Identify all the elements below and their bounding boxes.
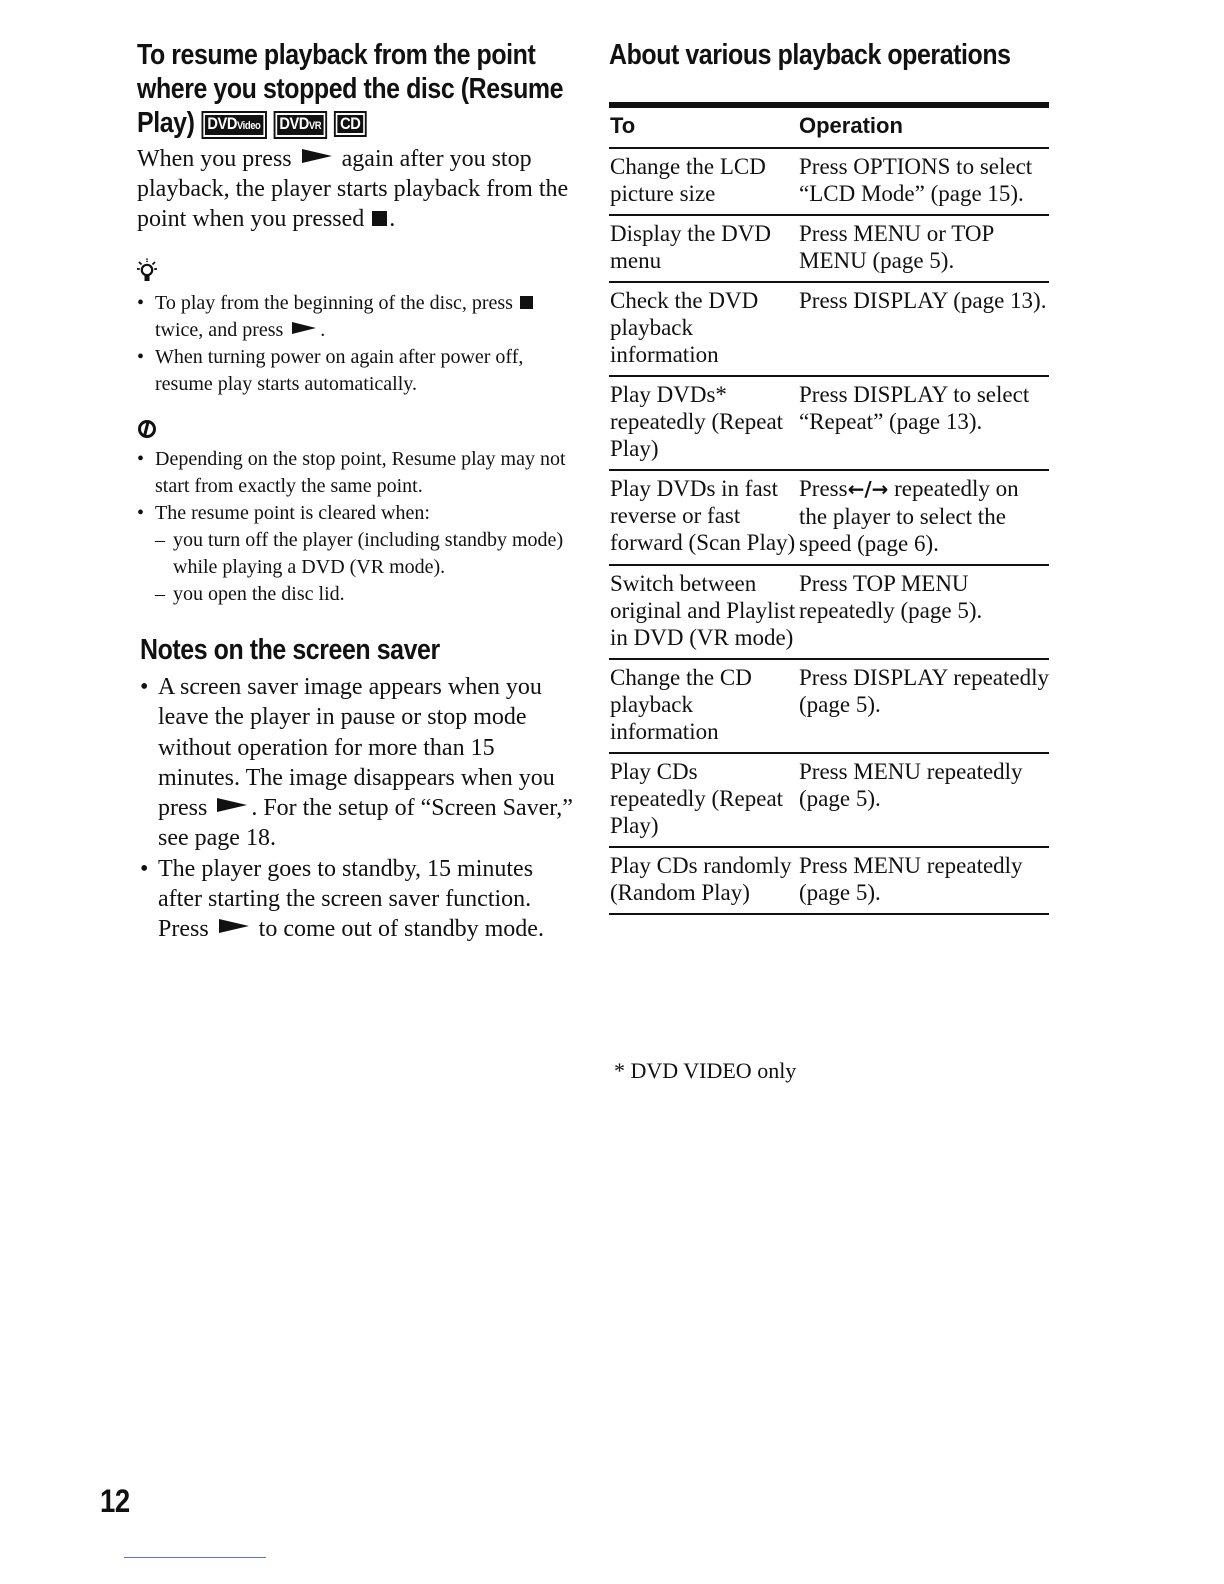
right-column bbox=[609, 38, 1049, 905]
row-to: Play CDs repeatedly (Repeat Play) bbox=[609, 753, 798, 847]
page-number: 12 bbox=[100, 1483, 130, 1519]
left-column bbox=[137, 38, 577, 945]
left-right-arrow-icon: ←/→ bbox=[847, 477, 889, 501]
screen-saver-list bbox=[140, 672, 577, 945]
hint-item bbox=[137, 290, 577, 344]
caution-item: • Depending on the stop point, Resume play may not start from exactly the same point. bbox=[137, 446, 577, 500]
dvd-video-badge-main: DVD bbox=[207, 114, 237, 133]
header-to: To bbox=[609, 105, 798, 148]
row-to: Display the DVD menu bbox=[609, 215, 798, 282]
row-operation: Press MENU repeatedly (page 5). bbox=[798, 847, 1049, 914]
caution-sublist bbox=[155, 527, 577, 608]
play-icon bbox=[302, 149, 332, 163]
table-row bbox=[609, 148, 1049, 215]
resume-play-heading bbox=[137, 38, 567, 140]
row-operation: Press MENU or TOP MENU (page 5). bbox=[798, 215, 1049, 282]
stop-icon bbox=[372, 211, 387, 226]
row-to: Play CDs randomly (Random Play) bbox=[609, 847, 798, 914]
screen-saver-item1-part2: . For the setup of “Screen Saver,” see page 18. bbox=[158, 795, 573, 852]
play-icon bbox=[219, 919, 249, 933]
row-operation: Press TOP MENU repeatedly (page 5). bbox=[798, 565, 1049, 659]
screen-saver-item2-part2: to come out of standby mode. bbox=[258, 916, 544, 943]
row-operation: Press DISPLAY to select “Repeat” (page 13). bbox=[798, 376, 1049, 470]
table-row bbox=[609, 753, 1049, 847]
row-to: Switch between original and Playlist in DVD (VR mode) bbox=[609, 565, 798, 659]
play-icon bbox=[217, 798, 247, 812]
hint-item: • When turning power on again after power off, resume play starts automatically. bbox=[137, 344, 577, 398]
table-row bbox=[609, 282, 1049, 376]
hint-item1-part3: . bbox=[320, 319, 326, 341]
caution-subitem: – you open the disc lid. bbox=[155, 581, 577, 608]
table-footnote: * DVD VIDEO only bbox=[614, 1058, 797, 1083]
table-row bbox=[609, 470, 1049, 565]
lightbulb-icon bbox=[137, 258, 577, 284]
footer-rule bbox=[124, 1557, 266, 1558]
row-operation bbox=[798, 470, 1049, 565]
table-row bbox=[609, 847, 1049, 914]
row-to: Change the LCD picture size bbox=[609, 148, 798, 215]
row-operation-part2: repeatedly on the player to select the speed (page 6). bbox=[799, 476, 1019, 556]
resume-play-title: To resume playback from the point where you stopped the disc (Resume Play) bbox=[137, 39, 564, 139]
row-to: Change the CD playback information bbox=[609, 659, 798, 753]
screen-saver-item2-part1: The player goes to standby, 15 minutes after starting the screen saver function. Press bbox=[158, 855, 534, 943]
screen-saver-item bbox=[140, 672, 577, 854]
screen-saver-heading: Notes on the screen saver bbox=[140, 634, 440, 666]
resume-body bbox=[137, 144, 577, 234]
table-header-row bbox=[609, 105, 1049, 148]
dvd-vr-badge bbox=[273, 111, 327, 139]
play-icon bbox=[292, 322, 316, 334]
hint-item1-part1: To play from the beginning of the disc, press bbox=[155, 292, 513, 314]
screen-saver-item bbox=[140, 854, 577, 945]
row-operation: Press DISPLAY (page 13). bbox=[798, 282, 1049, 376]
caution-list bbox=[137, 446, 577, 608]
caution-item2-text: The resume point is cleared when: bbox=[155, 502, 430, 524]
stop-icon bbox=[520, 296, 533, 309]
row-operation: Press DISPLAY repeatedly (page 5). bbox=[798, 659, 1049, 753]
resume-body-part2: again after you stop playback, the player starts playback from the point when you pressed bbox=[137, 146, 569, 232]
screen-saver-item1-part1: A screen saver image appears when you leave the player in pause or stop mode without operation for more than 15 minutes. The image disappears when you press bbox=[158, 674, 555, 822]
header-operation: Operation bbox=[798, 105, 1049, 148]
row-operation: Press OPTIONS to select “LCD Mode” (page 15). bbox=[798, 148, 1049, 215]
row-to: Play DVDs in fast reverse or fast forward (Scan Play) bbox=[609, 470, 798, 565]
hint-item1-part2: twice, and press bbox=[155, 319, 284, 341]
cd-badge: CD bbox=[334, 111, 366, 137]
dvd-vr-badge-sub: VR bbox=[308, 120, 322, 132]
dvd-video-badge bbox=[201, 111, 266, 139]
row-to: Play DVDs* repeatedly (Repeat Play) bbox=[609, 376, 798, 470]
caution-item bbox=[137, 500, 577, 608]
dvd-video-badge-sub: Video bbox=[236, 120, 261, 132]
resume-body-part3: . bbox=[389, 206, 396, 232]
hint-list bbox=[137, 290, 577, 398]
table-row bbox=[609, 215, 1049, 282]
dvd-vr-badge-main: DVD bbox=[279, 114, 309, 133]
row-to: Check the DVD playback information bbox=[609, 282, 798, 376]
row-operation: Press MENU repeatedly (page 5). bbox=[798, 753, 1049, 847]
table-row bbox=[609, 659, 1049, 753]
resume-body-part1: When you press bbox=[137, 146, 292, 172]
table-row bbox=[609, 376, 1049, 470]
about-operations-heading: About various playback operations bbox=[609, 39, 1011, 71]
table-row bbox=[609, 565, 1049, 659]
caution-subitem: – you turn off the player (including standby mode) while playing a DVD (VR mode). bbox=[155, 527, 577, 581]
caution-icon bbox=[137, 418, 577, 440]
operations-table bbox=[609, 102, 1049, 915]
row-operation-part1: Press bbox=[799, 476, 848, 501]
